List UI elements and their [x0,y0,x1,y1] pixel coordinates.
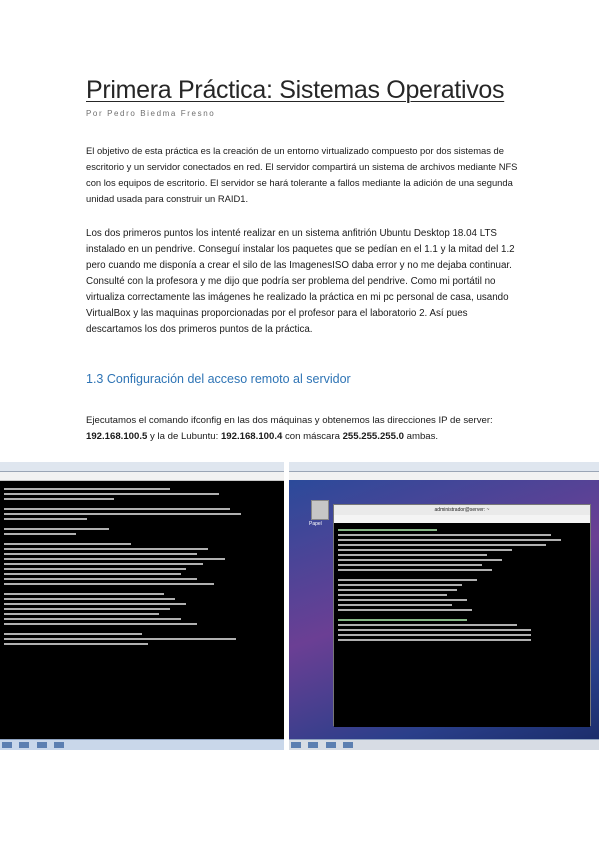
p3-text-3: con máscara [282,431,343,442]
p3-text-2: y la de Lubuntu: [147,431,221,442]
intro-paragraph: El objetivo de esta práctica es la creación de un entorno virtualizado compuesto por dos sistemas de escritorio y un servidor conectados en red. El servidor compartirá un sistema de archivos mediante NFS con los equipos de escritorio. El servidor se hará tolerante a fallos mediante la adición de una segunda unidad usada para construir un RAID1. [86,145,518,204]
taskbar-icon [291,742,301,748]
lxterminal-window [333,504,591,726]
server-ifconfig-screenshot [0,462,284,750]
taskbar-icon [308,742,318,748]
right-window-titlebar [289,462,599,472]
context-paragraph: Los dos primeros puntos los intenté realizar en un sistema anfitrión Ubuntu Desktop 18.04 LTS instalado en un pendrive. Conseguí instalar los paquetes que se pedían en el 1.1 y la mitad del 1.2 pero cuando me disponía a crear el silo de las ImagenesISO daba error y no me dejaba continuar. Consulté con la profesora y me dijo que podría ser problema del pendrive. Como mi portátil no virtualiza correctamente las imágenes he realizado la práctica en mi pc personal de casa, usando VirtualBox y las maquinas proporcionadas por el profesor para el laboratorio 2. Así pues descartamos los dos primeros puntos de la práctica. [86,228,515,335]
lubuntu-desktop [289,480,599,740]
left-window-menubar [0,472,284,481]
left-terminal-output [0,481,284,645]
subnet-mask: 255.255.255.0 [342,431,404,442]
document-author: Por Pedro Biedma Fresno [86,109,216,118]
lubuntu-ping-screenshot [289,462,599,750]
terminal-menubar [334,515,590,523]
section-heading: 1.3 Configuración del acceso remoto al servidor [86,372,351,386]
left-window-titlebar [0,462,284,472]
status-icon [54,742,64,748]
p3-text-4: ambas. [403,431,439,442]
status-icon [19,742,29,748]
lubuntu-ip: 192.168.100.4 [220,431,283,442]
server-ip: 192.168.100.5 [86,431,148,442]
terminal-output [334,523,590,727]
desktop-icon-label: Papel [309,521,322,527]
left-window-statusbar [0,739,284,750]
lubuntu-taskbar [289,739,599,750]
ifconfig-paragraph [86,413,526,445]
p3-text-1: Ejecutamos el comando ifconfig en las dos máquinas y obtenemos las direcciones IP de server: [86,415,493,426]
taskbar-icon [343,742,353,748]
trash-icon [311,500,329,520]
document-title: Primera Práctica: Sistemas Operativos [86,76,505,104]
status-icon [37,742,47,748]
taskbar-icon [326,742,336,748]
status-icon [2,742,12,748]
terminal-title: administrador@server: ~ [334,505,590,515]
